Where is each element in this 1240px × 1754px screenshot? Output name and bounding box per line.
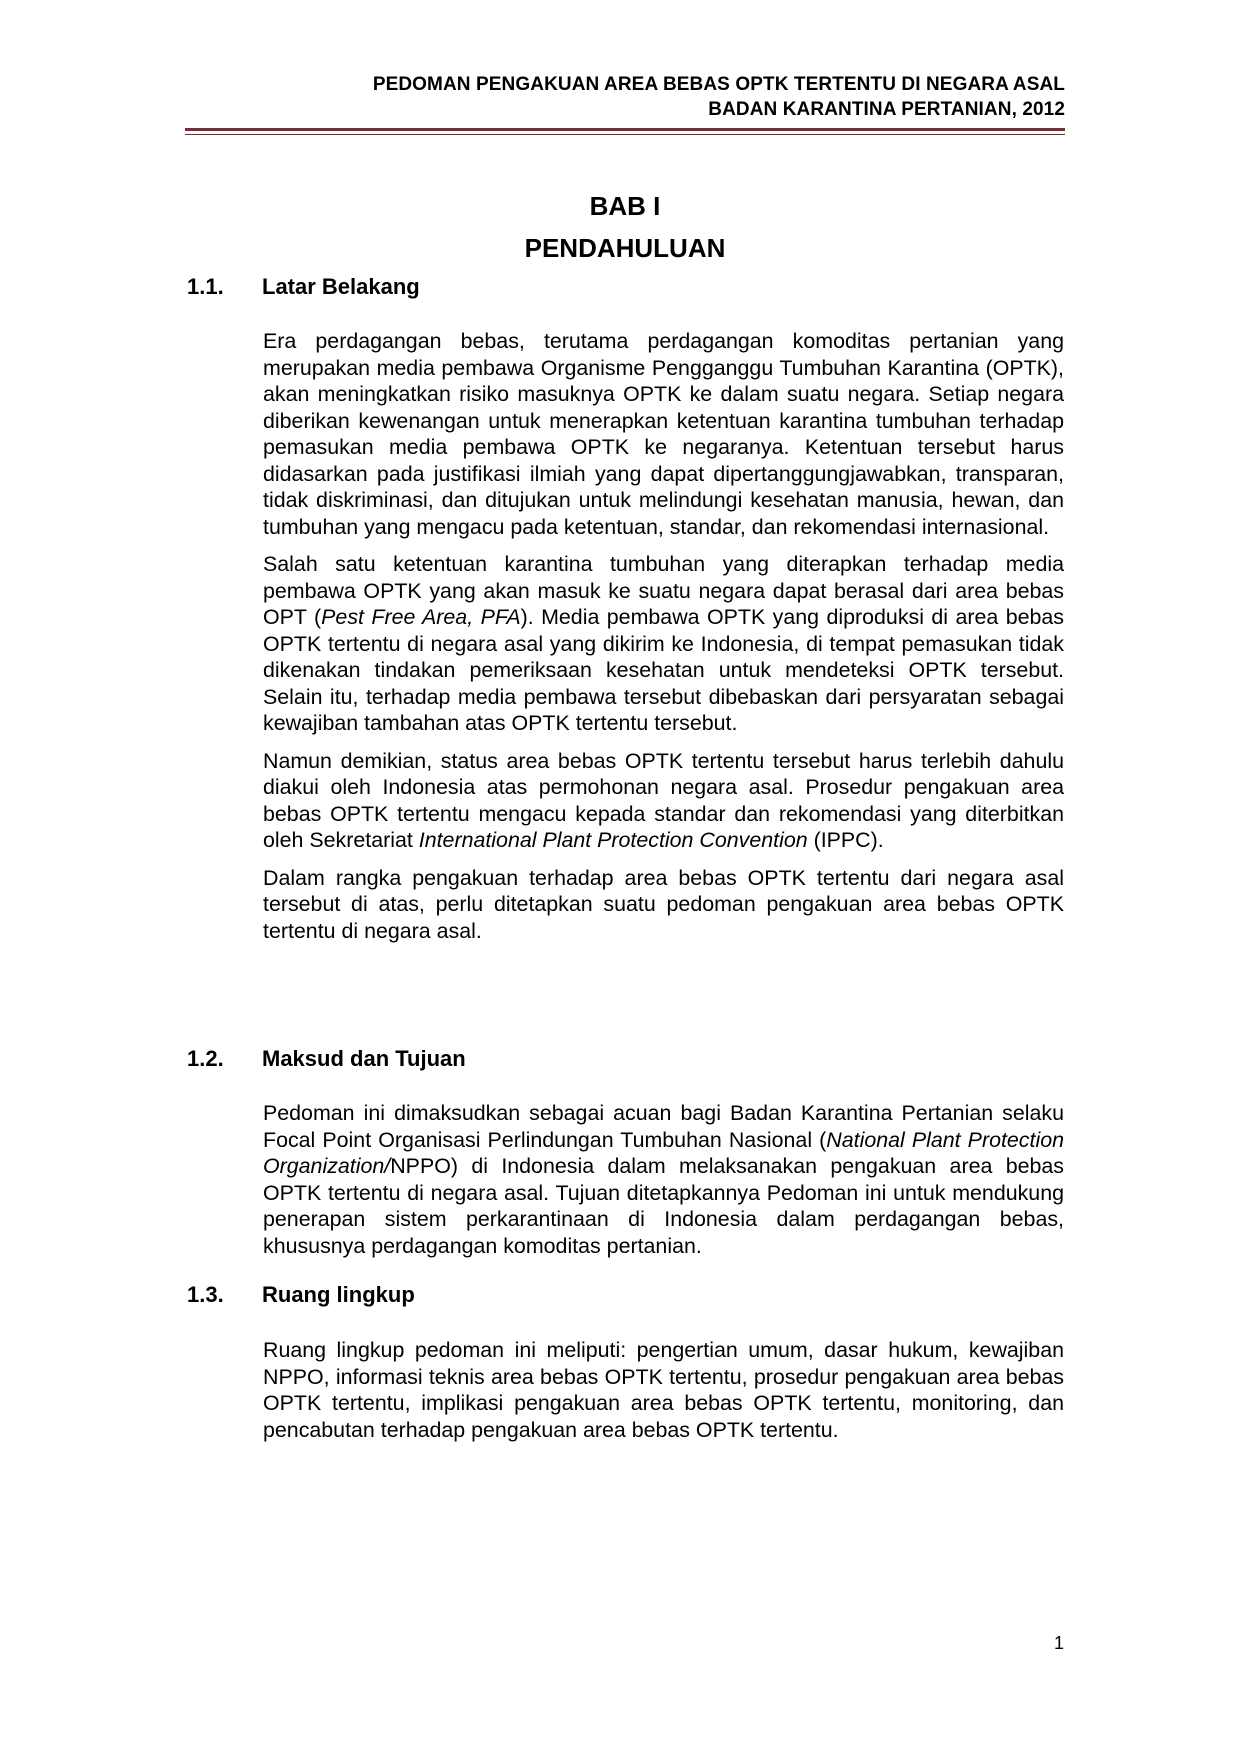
section-heading-1-3 xyxy=(187,1281,415,1309)
section-number: 1.3. xyxy=(187,1282,224,1307)
paragraph: Salah satu ketentuan karantina tumbuhan yang diterapkan terhadap media pembawa OPTK yang akan masuk ke suatu negara dapat berasal dari area bebas OPT (Pest Free Area, PFA). Media pembawa OPTK yang diproduksi di area bebas OPTK tertentu di negara asal yang dikirim ke Indonesia, di tempat pemasukan tidak dikenakan tindakan pemeriksaan kesehatan untuk mendeteksi OPTK tersebut. Selain itu, terhadap media pembawa tersebut dibebaskan dari persyaratan sebagai kewajiban tambahan atas OPTK tertentu tersebut. xyxy=(263,552,1064,735)
paragraph: Era perdagangan bebas, terutama perdagangan komoditas pertanian yang merupakan media pembawa Organisme Pengganggu Tumbuhan Karantina (OPTK), akan meningkatkan risiko masuknya OPTK ke dalam suatu negara. Setiap negara diberikan kewenangan untuk menerapkan ketentuan karantina tumbuhan terhadap pemasukan media pembawa OPTK ke negaranya. Ketentuan tersebut harus didasarkan pada justifikasi ilmiah yang dapat dipertanggungjawabkan, transparan, tidak diskriminasi, dan ditujukan untuk melindungi kesehatan manusia, hewan, dan tumbuhan yang mengacu pada ketentuan, standar, dan rekomendasi internasional. xyxy=(263,329,1064,539)
section-title: Ruang lingkup xyxy=(262,1282,415,1307)
paragraph: Ruang lingkup pedoman ini meliputi: pengertian umum, dasar hukum, kewajiban NPPO, informasi teknis area bebas OPTK tertentu, prosedur pengakuan area bebas OPTK tertentu, implikasi pengakuan area bebas OPTK tertentu, monitoring, dan pencabutan terhadap pengakuan area bebas OPTK tertentu. xyxy=(263,1338,1064,1442)
section-title: Maksud dan Tujuan xyxy=(262,1046,466,1071)
running-header xyxy=(185,72,1065,122)
chapter-title: PENDAHULUAN xyxy=(524,233,726,263)
section-heading-1-2 xyxy=(187,1045,466,1073)
section-1-2-body xyxy=(263,1100,1064,1270)
header-title: PEDOMAN PENGAKUAN AREA BEBAS OPTK TERTENTU DI NEGARA ASAL xyxy=(372,74,1065,95)
section-1-3-body xyxy=(263,1337,1064,1454)
section-number: 1.1. xyxy=(187,274,224,299)
paragraph: Pedoman ini dimaksudkan sebagai acuan bagi Badan Karantina Pertanian selaku Focal Point Organisasi Perlindungan Tumbuhan Nasional (National Plant Protection Organization/NPPO) di Indonesia dalam melaksanakan pengakuan area bebas OPTK tertentu di negara asal. Tujuan ditetapkannya Pedoman ini untuk mendukung penerapan sistem perkarantinaan di Indonesia dalam perdagangan bebas, khususnya perdagangan komoditas pertanian. xyxy=(263,1101,1064,1258)
header-rule-thin xyxy=(185,134,1065,135)
header-rule-thick xyxy=(185,128,1065,131)
paragraph: Namun demikian, status area bebas OPTK tertentu tersebut harus terlebih dahulu diakui oleh Indonesia atas permohonan negara asal. Prosedur pengakuan area bebas OPTK tertentu mengacu kepada standar dan rekomendasi yang diterbitkan oleh Sekretariat International Plant Protection Convention (IPPC). xyxy=(263,748,1064,852)
section-heading-1-1 xyxy=(187,273,420,301)
italic-term: Pest Free Area, PFA xyxy=(321,605,521,629)
section-number: 1.2. xyxy=(187,1046,224,1071)
paragraph: Dalam rangka pengakuan terhadap area bebas OPTK tertentu dari negara asal tersebut di atas, perlu ditetapkan suatu pedoman pengakuan area bebas OPTK tertentu di negara asal. xyxy=(263,865,1064,943)
section-title: Latar Belakang xyxy=(262,274,420,299)
italic-term: National Plant Protection Organization/ xyxy=(263,1127,1064,1178)
italic-term: International Plant Protection Convention xyxy=(418,828,808,852)
page-number: 1 xyxy=(1053,1633,1064,1653)
section-1-1-body xyxy=(263,328,1064,955)
header-subtitle: BADAN KARANTINA PERTANIAN, 2012 xyxy=(708,99,1065,120)
chapter-number: BAB I xyxy=(589,191,661,221)
